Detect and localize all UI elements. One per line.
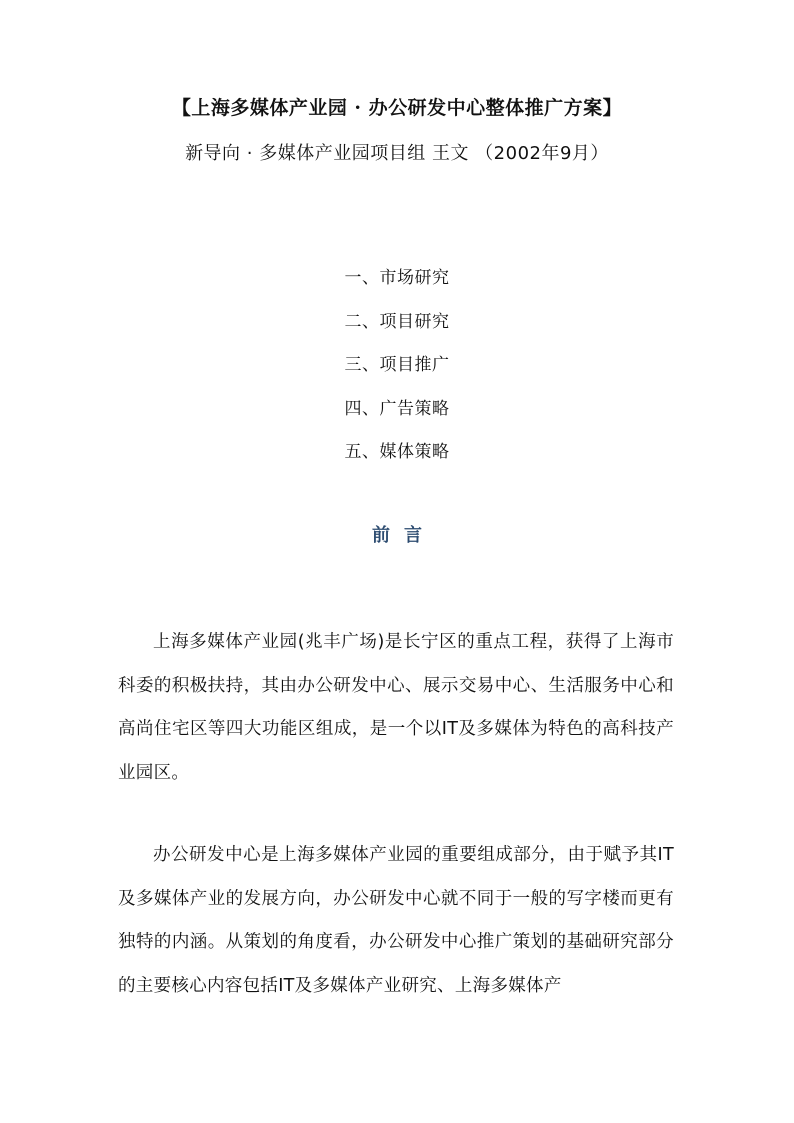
document-title: 【上海多媒体产业园 · 办公研发中心整体推广方案】 [171, 97, 623, 119]
preface-paragraph-2: 办公研发中心是上海多媒体产业园的重要组成部分，由于赋予其IT及多媒体产业的发展方向，办公研发中心就不同于一般的写字楼而更有独特的内涵。从策划的角度看，办公研发中心推广策划的基础研究部分的主要核心内容包括IT及多媒体产业研究、上海多媒体产 [118, 845, 674, 996]
toc-item-project-promotion: 三、项目推广 [344, 355, 450, 375]
toc-item-ad-strategy: 四、广告策略 [344, 398, 450, 419]
document-subtitle: 新导向 · 多媒体产业园项目组 王文 （2002年9月） [185, 143, 609, 164]
toc-item-project-research: 二、项目研究 [344, 311, 450, 332]
preface-heading: 前言 [372, 525, 436, 546]
toc-item-market-research: 一、市场研究 [344, 268, 450, 288]
preface-paragraph-1: 上海多媒体产业园(兆丰广场)是长宁区的重点工程，获得了上海市科委的积极扶持，其由办公研发中心、展示交易中心、生活服务中心和高尚住宅区等四大功能区组成，是一个以IT及多媒体为特色的高科技产业园区。 [118, 632, 674, 783]
table-of-contents [0, 263, 794, 481]
toc-item-media-strategy: 五、媒体策略 [344, 442, 450, 462]
